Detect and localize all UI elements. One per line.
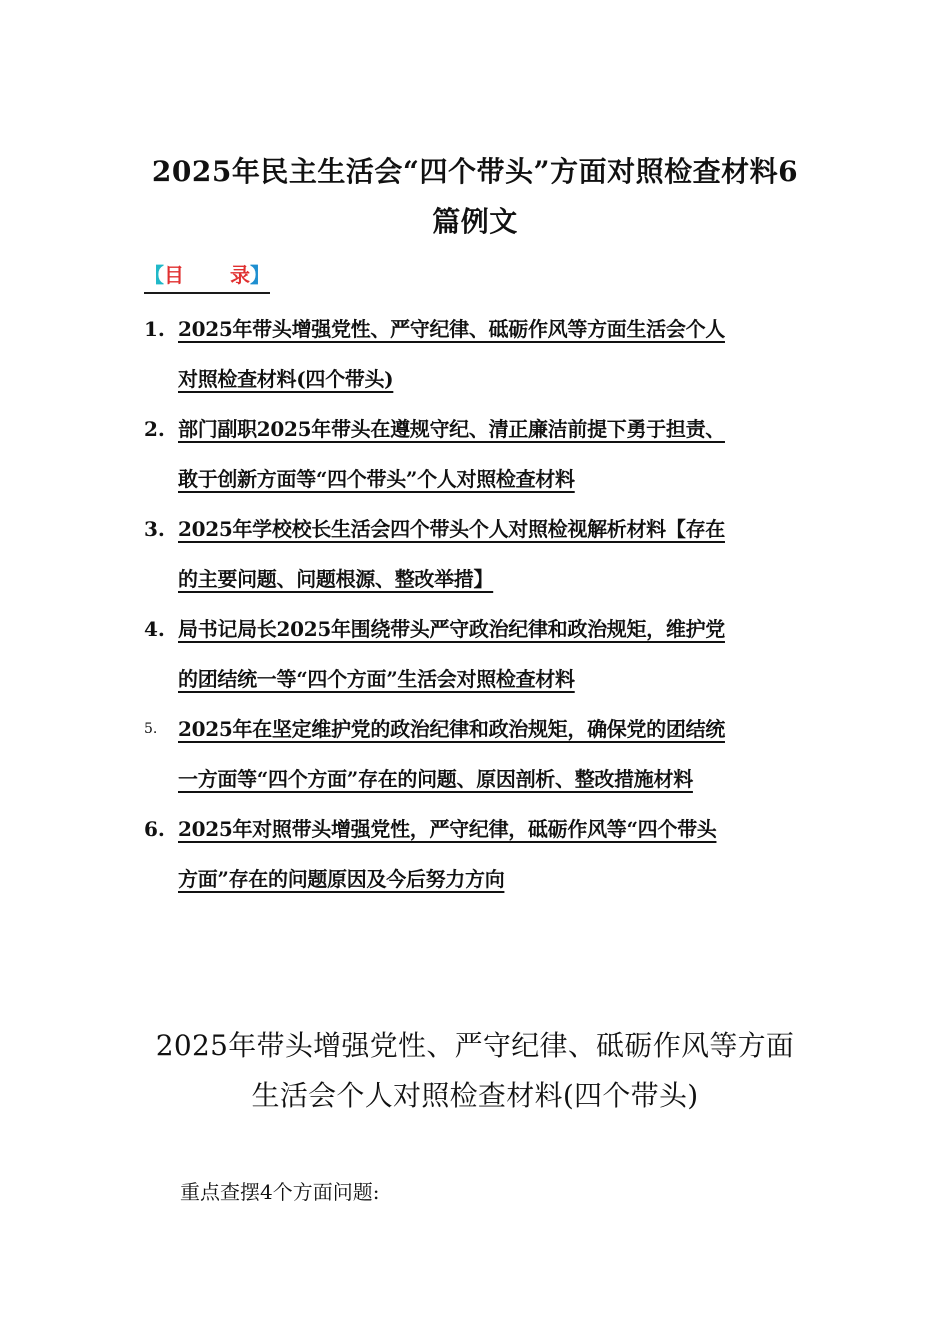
toc-heading [144,258,270,294]
toc-link-line-1: 2025年在坚定维护党的政治纪律和政治规矩，确保党的团结统 [178,717,725,741]
toc-link-line-2: 对照检查材料(四个带头) [178,367,394,391]
toc-link-line-1: 部门副职2025年带头在遵规守纪、清正廉洁前提下勇于担责、 [178,417,725,441]
toc-item-number: 4. [144,617,165,641]
section-title [130,1021,820,1121]
section-title-line-2: 生活会个人对照检查材料(四个带头) [251,1079,699,1113]
document-title [120,147,830,247]
toc-link-3[interactable] [178,517,725,591]
toc-item-5 [144,704,804,804]
document-title-line-2: 篇例文 [432,204,518,238]
toc-item-1 [144,304,804,404]
toc-item-4 [144,604,804,704]
toc-link-4[interactable] [178,617,725,691]
toc-item-number: 1. [144,317,165,341]
toc-item-number: 2. [144,417,165,441]
toc-link-line-1: 2025年带头增强党性、严守纪律、砥砺作风等方面生活会个人 [178,317,725,341]
toc-item-number: 6. [144,817,165,841]
toc-link-line-2: 的团结统一等“四个方面”生活会对照检查材料 [178,667,575,691]
toc-heading-char-1: 目 [164,263,184,287]
toc-item-number: 5. [144,721,158,737]
toc-link-line-2: 方面”存在的问题原因及今后努力方向 [178,867,505,891]
toc-link-line-2: 一方面等“四个方面”存在的问题、原因剖析、整改措施材料 [178,767,693,791]
toc-item-number: 3. [144,517,165,541]
toc-item-2 [144,404,804,504]
toc-heading-bracket-close: 】 [250,263,270,287]
toc-link-line-1: 2025年学校校长生活会四个带头个人对照检视解析材料【存在 [178,517,725,541]
toc-item-6 [144,804,804,904]
toc-heading-bracket-open: 【 [144,263,164,287]
toc-link-line-1: 局书记局长2025年围绕带头严守政治纪律和政治规矩，维护党 [178,617,725,641]
toc-link-line-1: 2025年对照带头增强党性，严守纪律，砥砺作风等“四个带头 [178,817,717,841]
document-title-line-1: 2025年民主生活会“四个带头”方面对照检查材料6 [151,154,799,188]
toc-link-1[interactable] [178,317,725,391]
section-intro-paragraph: 重点查摆4个方面问题: [180,1180,380,1204]
toc-link-6[interactable] [178,817,716,891]
toc-link-line-2: 的主要问题、问题根源、整改举措】 [178,567,494,591]
toc-link-line-2: 敢于创新方面等“四个带头”个人对照检查材料 [178,467,575,491]
section-title-line-1: 2025年带头增强党性、严守纪律、砥砺作风等方面 [155,1029,795,1063]
toc-heading-char-2: 录 [230,263,250,287]
toc-item-3 [144,504,804,604]
toc-link-5[interactable] [178,717,725,791]
toc-link-2[interactable] [178,417,725,491]
table-of-contents [144,304,804,904]
